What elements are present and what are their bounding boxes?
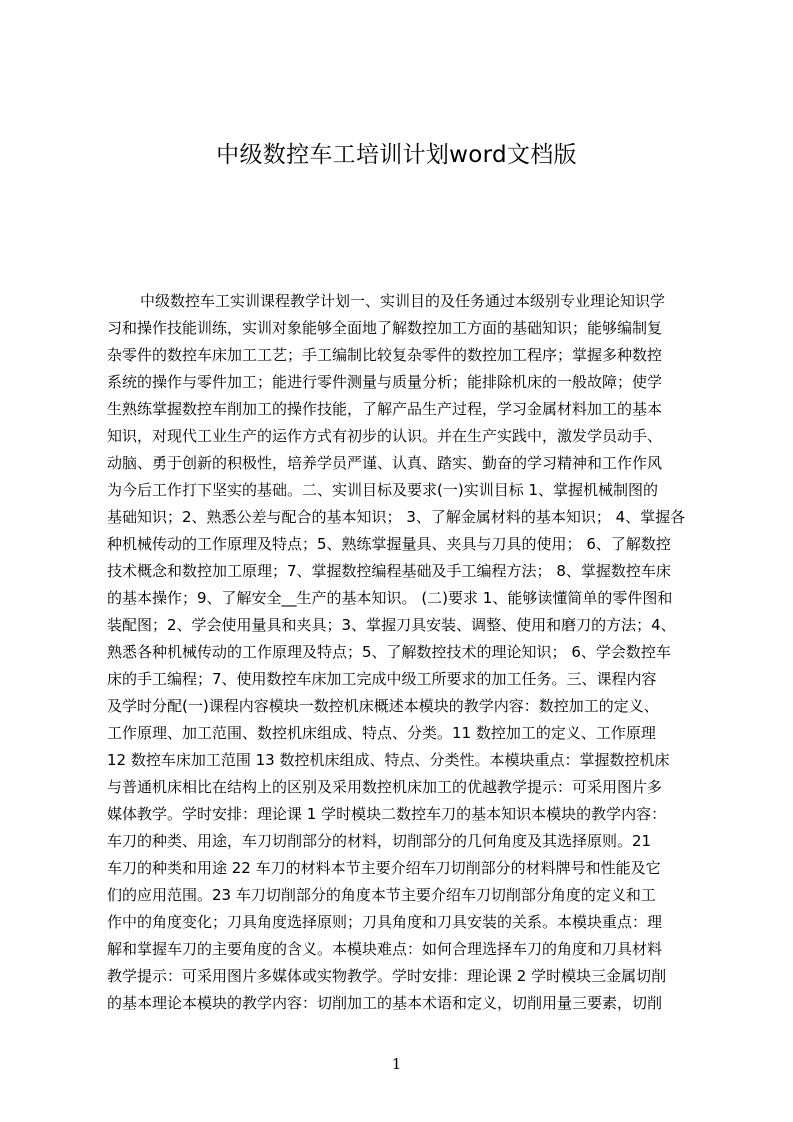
body-line: 的基本理论本模块的教学内容：切削加工的基本术语和定义，切削用量三要素，切削 <box>107 994 663 1012</box>
body-line: 作中的角度变化；刀具角度选择原则；刀具角度和刀具安装的关系。本模块重点：理 <box>107 913 663 931</box>
body-line: 动脑、勇于创新的积极性，培养学员严谨、认真、踏实、勤奋的学习精神和工作作风 <box>107 454 663 472</box>
body-line: 装配图；2、学会使用量具和夹具；3、掌握刀具安装、调整、使用和磨刀的方法；4、 <box>107 616 676 634</box>
body-line: 及学时分配(一)课程内容模块一数控机床概述本模块的教学内容：数控加工的定义、 <box>107 697 659 715</box>
body-line: 们的应用范围。23 车刀切削部分的角度本节主要介绍车刀切削部分角度的定义和工 <box>107 886 656 904</box>
body-line: 生熟练掌握数控车削加工的操作技能，了解产品生产过程，学习金属材料加工的基本 <box>107 400 663 418</box>
document-title: 中级数控车工培训计划word文档版 <box>216 142 577 168</box>
body-line: 杂零件的数控车床加工工艺；手工编制比较复杂零件的数控加工程序；掌握多种数控 <box>107 346 663 364</box>
body-line: 技术概念和数控加工原理；7、掌握数控编程基础及手工编程方法； 8、掌握数控车床 <box>107 562 671 580</box>
body-line: 与普通机床相比在结构上的区别及采用数控机床加工的优越教学提示：可采用图片多 <box>107 778 663 796</box>
body-line: 车刀的种类和用途 22 车刀的材料本节主要介绍车刀切削部分的材料牌号和性能及它 <box>107 859 661 877</box>
body-line: 床的手工编程；7、使用数控车床加工完成中级工所要求的加工任务。三、课程内容 <box>107 670 657 688</box>
document-body <box>107 288 705 1017</box>
body-line: 基础知识；2、熟悉公差与配合的基本知识； 3、了解金属材料的基本知识； 4、掌握各 <box>107 508 686 526</box>
body-line: 教学提示：可采用图片多媒体或实物教学。学时安排：理论课 2 学时模块三金属切削 <box>107 967 667 985</box>
body-line: 种机械传动的工作原理及特点；5、熟练掌握量具、夹具与刀具的使用； 6、了解数控 <box>107 535 671 553</box>
body-line: 系统的操作与零件加工；能进行零件测量与质量分析；能排除机床的一般故障；使学 <box>107 373 663 391</box>
body-line: 解和掌握车刀的主要角度的含义。本模块难点：如何合理选择车刀的角度和刀具材料 <box>107 940 663 958</box>
body-line: 车刀的种类、用途，车刀切削部分的材料，切削部分的几何角度及其选择原则。21 <box>107 832 652 850</box>
body-line: 熟悉各种机械传动的工作原理及特点；5、了解数控技术的理论知识； 6、学会数控车 <box>107 643 671 661</box>
body-line: 的基本操作；9、了解安全__生产的基本知识。 (二)要求 1、能够读懂简单的零件图和 <box>107 589 673 607</box>
body-line: 中级数控车工实训课程教学计划一、实训目的及任务通过本级别专业理论知识学 <box>140 292 666 310</box>
body-line: 12 数控车床加工范围 13 数控机床组成、特点、分类性。本模块重点：掌握数控机床 <box>107 751 670 769</box>
body-line: 习和操作技能训练，实训对象能够全面地了解数控加工方面的基础知识；能够编制复 <box>107 319 663 337</box>
body-line: 知识，对现代工业生产的运作方式有初步的认识。并在生产实践中，激发学员动手、 <box>107 427 663 445</box>
body-line: 媒体教学。学时安排：理论课 1 学时模块二数控车刀的基本知识本模块的教学内容： <box>107 805 667 823</box>
body-line: 为今后工作打下坚实的基础。二、实训目标及要求(一)实训目标 1、掌握机械制图的 <box>107 481 659 499</box>
page-number: 1 <box>391 1055 402 1073</box>
body-line: 工作原理、加工范围、数控机床组成、特点、分类。11 数控加工的定义、工作原理 <box>107 724 656 742</box>
